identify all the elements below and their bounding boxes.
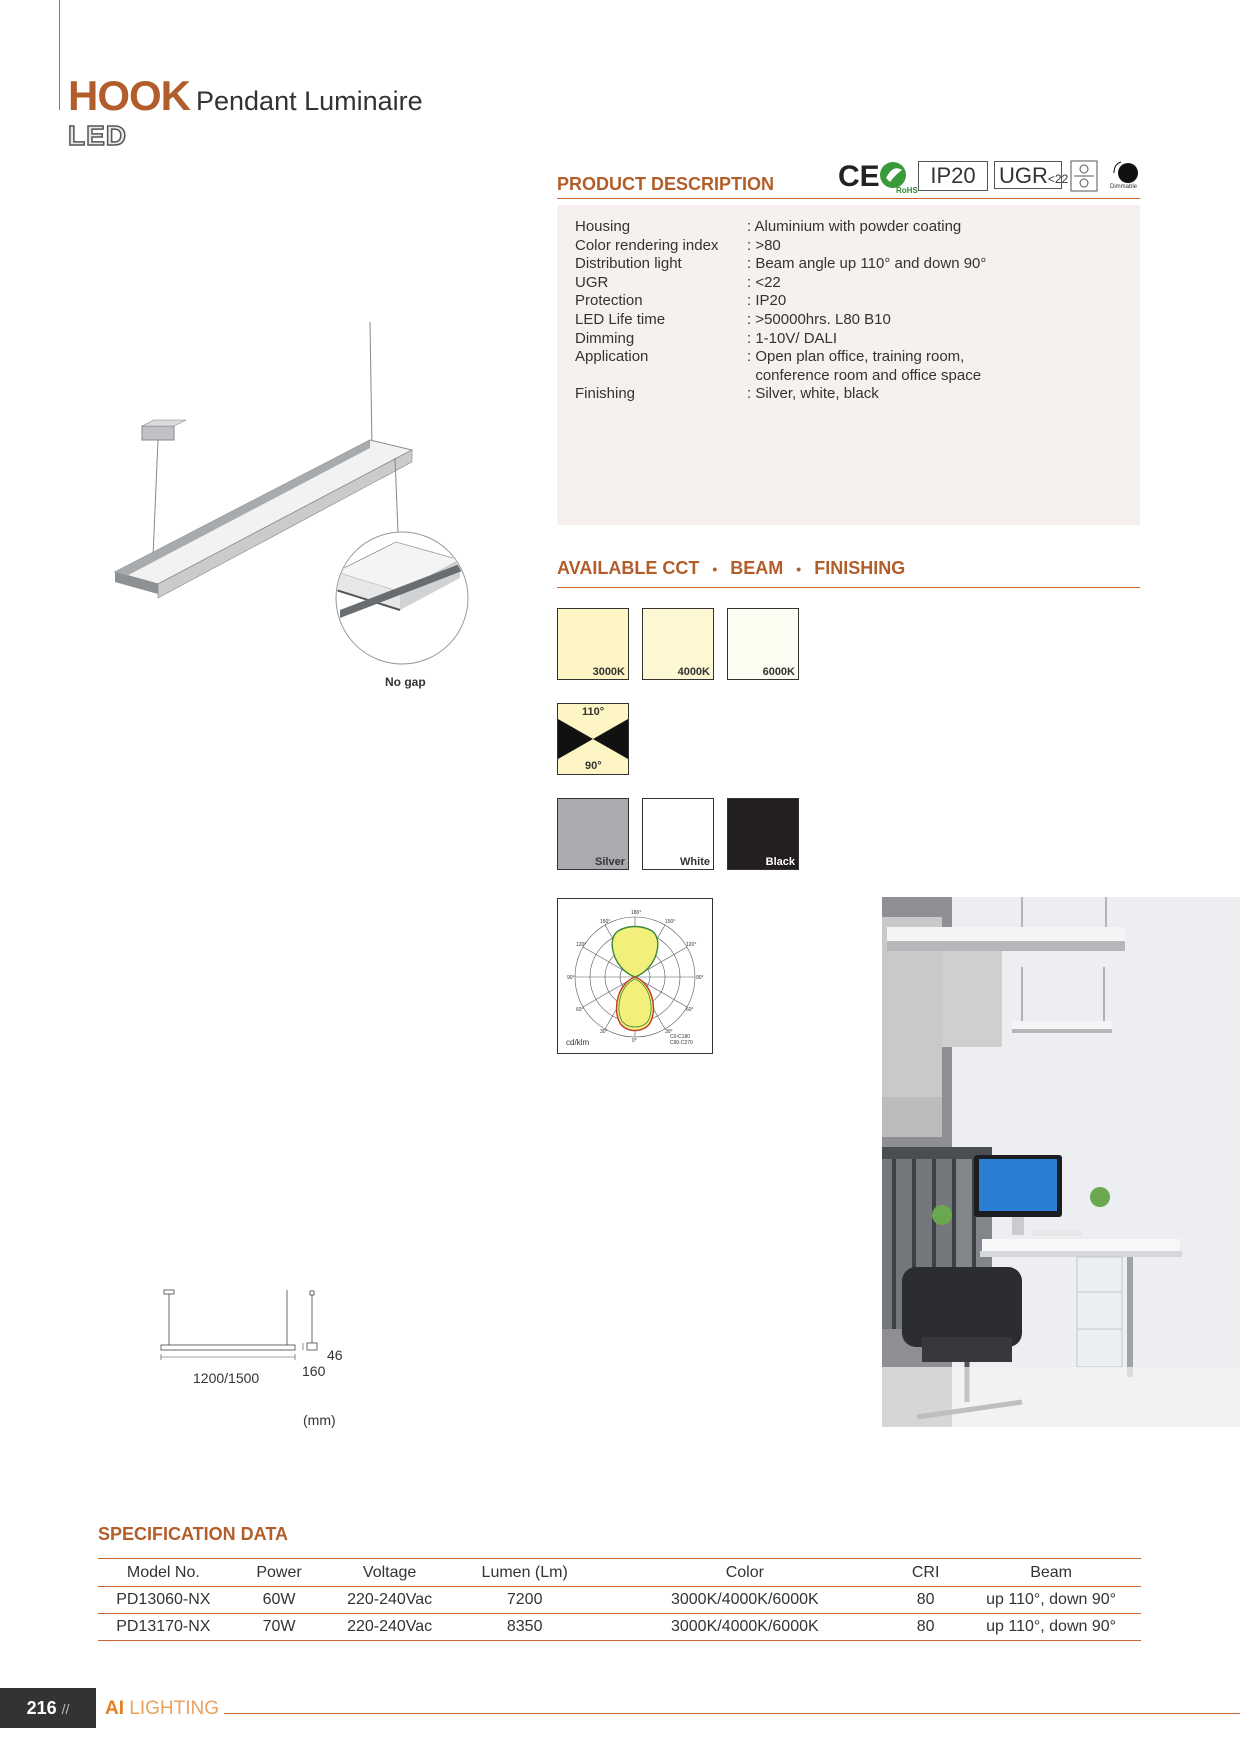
cct-swatch-3000k [557,608,629,680]
specification-heading: SPECIFICATION DATA [98,1524,288,1544]
col-voltage: Voltage [329,1559,449,1587]
polar-angle: 150° [665,919,676,925]
cell-power: 70W [229,1614,330,1641]
available-rule [557,587,1140,588]
ce-mark-icon: CE [838,160,880,193]
description-label: Finishing [575,385,636,403]
dimension-drawing [155,1285,355,1375]
description-value: : Beam angle up 110° and down 90° [747,255,987,273]
description-label: Housing [575,218,631,235]
cell-cri: 80 [890,1587,961,1614]
cct-label: 4000K [677,666,710,678]
polar-legend: C0-C180 [670,1034,691,1040]
finish-swatch-silver [557,798,629,870]
beam-swatch [557,703,629,775]
dimension-height: 46 [327,1347,343,1363]
ip20-badge: IP20 [918,161,988,191]
description-label: Distribution light [575,255,682,273]
description-value: conference room and office space [747,366,982,384]
description-value: : Silver, white, black [747,385,879,403]
heading-cct: AVAILABLE CCT [557,558,700,578]
description-label: Protection [575,292,643,310]
polar-diagram-svg [558,899,712,1053]
heading-separator: • [796,561,802,577]
cell-voltage: 220-240Vac [329,1614,449,1641]
description-label: UGR [575,273,609,291]
office-photo [882,897,1240,1427]
page-slashes: // [61,1701,70,1717]
header-rule [59,0,60,110]
led-badge: LED [68,120,127,151]
dimension-width: 160 [302,1363,326,1379]
cell-beam: up 110°, down 90° [961,1587,1141,1614]
beam-up-label: 110° [582,706,605,718]
footer-rule [224,1713,1240,1714]
brand-bold: AI [105,1698,124,1719]
finish-label: Silver [595,856,625,868]
product-description-heading: PRODUCT DESCRIPTION [557,174,775,194]
beam-down-label: 90° [585,760,602,772]
col-beam: Beam [961,1559,1141,1587]
description-label: Color rendering index [575,236,719,254]
polar-angle: 120° [576,942,587,948]
table-row [98,1587,1141,1614]
description-value: : Open plan office, training room, [747,348,965,366]
title-bold: HOOK [68,72,190,119]
polar-angle: 90° [567,975,575,981]
cell-lumen: 8350 [450,1614,600,1641]
description-value: : IP20 [747,292,787,310]
polar-angle: 60° [576,1007,584,1013]
cct-swatch-4000k [642,608,714,680]
description-value: : >80 [747,236,781,254]
finish-swatch-black [727,798,799,870]
heading-beam: BEAM [730,558,784,578]
cct-swatch-6000k [727,608,799,680]
table-header-row [98,1559,1141,1587]
available-heading [557,558,905,579]
ugr-label: UGR [999,163,1048,188]
heading-finishing: FINISHING [814,558,906,578]
rohs-label: RoHS [896,186,918,195]
page-title [68,72,423,120]
finish-swatch-white [642,798,714,870]
rohs-icon [878,160,918,195]
ugr-value: <22 [1047,172,1069,186]
specification-table [98,1558,1141,1641]
description-label: Dimming [575,329,635,347]
polar-diagram [557,898,713,1054]
cell-voltage: 220-240Vac [329,1587,449,1614]
finish-label: Black [765,856,795,868]
cell-cri: 80 [890,1614,961,1641]
polar-angle: 30° [600,1029,608,1035]
description-label: LED Life time [575,311,666,328]
polar-angle: 120° [686,942,697,948]
dimmable-label: Dimmable [1110,184,1138,190]
page-number: 216 [26,1698,57,1718]
col-color: Color [600,1559,891,1587]
col-cri: CRI [890,1559,961,1587]
table-row [98,1614,1141,1641]
finish-label: White [680,856,710,868]
cct-label: 6000K [762,666,795,678]
cell-color: 3000K/4000K/6000K [600,1587,891,1614]
page-number-box [0,1688,96,1728]
brand-rest: LIGHTING [124,1698,220,1719]
zoom-caption: No gap [385,675,426,689]
product-illustration [100,310,480,670]
description-value: : >50000hrs. L80 B10 [747,311,891,328]
footer-brand [105,1698,219,1720]
title-rest: Pendant Luminaire [196,86,423,116]
cell-model: PD13060-NX [98,1587,229,1614]
cell-power: 60W [229,1587,330,1614]
dimension-length: 1200/1500 [193,1370,260,1386]
col-lumen: Lumen (Lm) [450,1559,600,1587]
cell-model: PD13170-NX [98,1614,229,1641]
polar-angle: 90° [696,975,704,981]
cell-beam: up 110°, down 90° [961,1614,1141,1641]
polar-angle: 0° [632,1038,637,1044]
col-power: Power [229,1559,330,1587]
heading-separator: • [712,561,718,577]
description-value: : <22 [747,273,781,291]
polar-angle: 180° [631,910,642,916]
polar-legend: C90-C270 [670,1040,693,1046]
description-label: Application [575,348,649,366]
dimension-unit: (mm) [303,1412,336,1428]
polar-unit: cd/klm [566,1038,590,1047]
polar-angle: 60° [686,1007,694,1013]
description-value: : Aluminium with powder coating [747,218,962,235]
polar-angle: 150° [600,919,611,925]
product-description-rule [557,198,1140,199]
cct-label: 3000K [592,666,625,678]
safety-mark-icon [1070,160,1098,192]
polar-angle: 30° [665,1029,673,1035]
cell-color: 3000K/4000K/6000K [600,1614,891,1641]
ugr-badge [994,161,1069,189]
col-model: Model No. [98,1559,229,1587]
cell-lumen: 7200 [450,1587,600,1614]
description-value: : 1-10V/ DALI [747,329,838,347]
